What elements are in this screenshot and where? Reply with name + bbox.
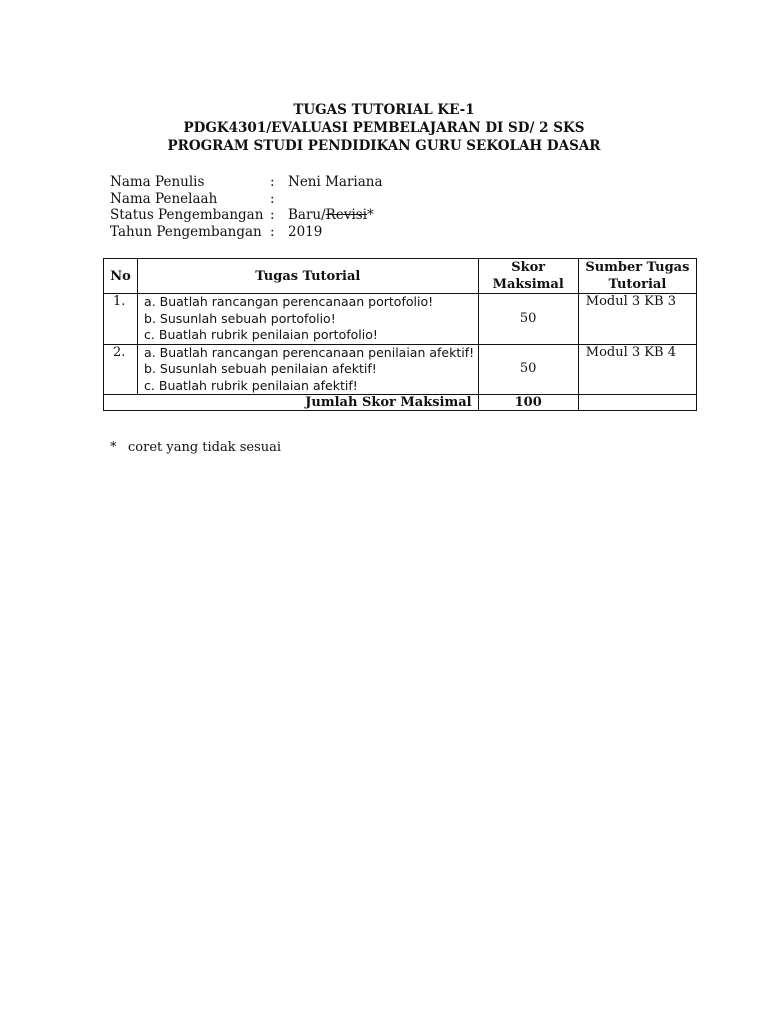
row-number: 2. xyxy=(104,344,138,395)
table-total-row xyxy=(104,395,697,411)
task-list xyxy=(138,294,479,345)
task-item: b. Susunlah sebuah portofolio! xyxy=(144,310,336,326)
meta-colon: : xyxy=(270,190,275,207)
max-score: 50 xyxy=(478,344,578,395)
header-sumber-line1: Sumber Tugas xyxy=(585,260,690,275)
meta-label: Nama Penulis xyxy=(110,174,205,190)
table-row xyxy=(104,344,697,395)
task-item: c. Buatlah rubrik penilaian afektif! xyxy=(144,377,358,393)
task-item: b. Susunlah sebuah penilaian afektif! xyxy=(144,361,377,376)
status-asterisk: * xyxy=(367,207,374,223)
meta-label: Nama Penelaah xyxy=(110,190,218,207)
header-skor-line2: Maksimal xyxy=(492,277,564,292)
header-sumber-line2: Tutorial xyxy=(608,277,667,292)
task-source: Modul 3 KB 4 xyxy=(578,344,696,395)
document-title-block xyxy=(0,101,768,155)
footnote-asterisk: * xyxy=(110,440,117,455)
meta-row-penulis xyxy=(110,174,383,191)
header-task: Tugas Tutorial xyxy=(138,259,479,294)
document-metadata xyxy=(110,174,383,240)
meta-row-penelaah xyxy=(110,191,383,208)
task-item: a. Buatlah rancangan perencanaan penilaian afektif! xyxy=(144,344,475,360)
header-sumber xyxy=(578,259,696,294)
meta-colon: : xyxy=(270,223,275,240)
max-score: 50 xyxy=(478,294,578,345)
table-row xyxy=(104,294,697,345)
status-revisi-struck: Revisi xyxy=(325,207,368,223)
table-header-row xyxy=(104,259,697,294)
task-source: Modul 3 KB 3 xyxy=(578,294,696,345)
meta-value xyxy=(288,207,374,224)
header-skor xyxy=(478,259,578,294)
meta-label: Status Pengembangan xyxy=(110,207,264,223)
header-skor-line1: Skor xyxy=(511,260,546,275)
total-empty-cell xyxy=(578,395,696,411)
task-item: a. Buatlah rancangan perencanaan portofolio! xyxy=(144,294,434,309)
meta-colon: : xyxy=(270,174,275,190)
row-number: 1. xyxy=(104,294,138,345)
footnote xyxy=(110,440,281,455)
footnote-text: coret yang tidak sesuai xyxy=(128,440,282,455)
status-baru: Baru/ xyxy=(288,207,326,223)
meta-colon: : xyxy=(270,207,275,223)
title-line-2: PDGK4301/EVALUASI PEMBELAJARAN DI SD/ 2 SKS xyxy=(183,120,585,136)
header-no: No xyxy=(104,259,138,294)
meta-label: Tahun Pengembangan xyxy=(110,223,262,240)
title-line-1: TUGAS TUTORIAL KE-1 xyxy=(293,102,475,118)
tutorial-task-table xyxy=(103,258,697,411)
meta-row-status xyxy=(110,207,383,224)
meta-value: 2019 xyxy=(288,223,323,240)
title-line-3: PROGRAM STUDI PENDIDIKAN GURU SEKOLAH DASAR xyxy=(167,138,601,154)
meta-row-tahun xyxy=(110,224,383,241)
task-item: c. Buatlah rubrik penilaian portofolio! xyxy=(144,327,378,342)
meta-value: Neni Mariana xyxy=(288,174,383,190)
total-value: 100 xyxy=(478,395,578,411)
task-list xyxy=(138,344,479,395)
total-label: Jumlah Skor Maksimal xyxy=(104,395,479,411)
